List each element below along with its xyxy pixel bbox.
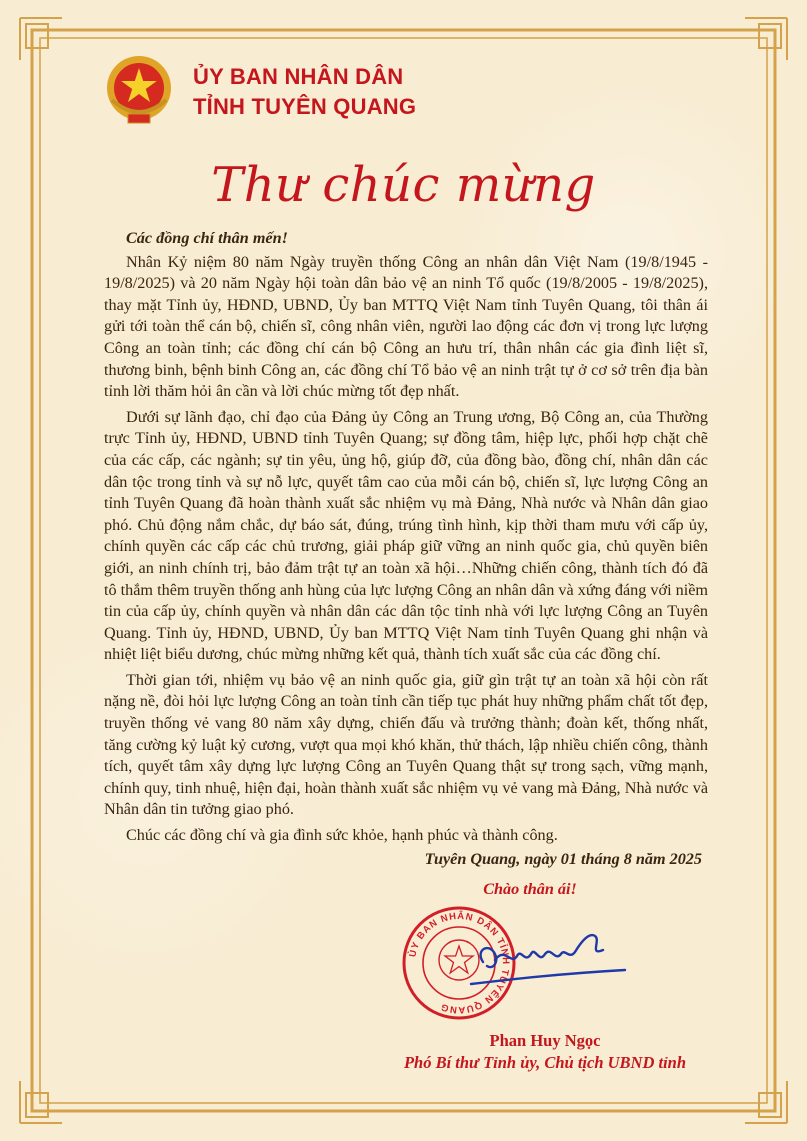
date-line: Tuyên Quang, ngày 01 tháng 8 năm 2025 [424, 850, 702, 868]
letter-title: Thư chúc mừng [211, 157, 596, 213]
svg-text:ỦY BAN NHÂN DÂN TỈNH TUYÊN QUA: ỦY BAN NHÂN DÂN TỈNH TUYÊN QUANG [407, 910, 512, 1016]
national-emblem-icon [104, 54, 174, 128]
paragraph-2: Dưới sự lãnh đạo, chỉ đạo của Đảng ủy Công an Trung ương, Bộ Công an, của Thường trực Tỉnh ủy, HĐND, UBND tỉnh Tuyên Quang; sự đồng tâm, hiệp lực, phối hợp chặt chẽ của các cấp, các ngành; sự tin yêu, ủng hộ, giúp đỡ, của đồng bào, đồng chí, nhân dân các dân tộc trong tỉnh và sự nỗ lực, quyết tâm cao của mỗi cán bộ, chiến sĩ, lực lượng Công an tỉnh Tuyên Quang đã hoàn thành xuất sắc nhiệm vụ mà Đảng, Nhà nước và Nhân dân giao phó. Chủ động nắm chắc, dự báo sát, đúng, trúng tình hình, kịp thời tham mưu với cấp ủy, chính quyền các cấp các chủ trương, giải pháp giữ vững an ninh quốc gia, chủ quyền biên giới, an ninh chính trị, bảo đảm trật tự an toàn xã hội…Những chiến công, thành tích đó đã tô thắm thêm truyền thống anh hùng của lực lượng Công an nhân dân và xứng đáng với niềm tin của cấp ủy, chính quyền và nhân dân các dân tộc tỉnh nhà với lực lượng Công an Tuyên Quang. Tỉnh ủy, HĐND, UBND, Ủy ban MTTQ Việt Nam tỉnh Tuyên Quang ghi nhận và nhiệt liệt biểu dương, chúc mừng những kết quả, thành tích xuất sắc của các đồng chí. [104, 407, 708, 664]
closing-salutation: Chào thân ái! [483, 880, 577, 898]
paragraph-3: Thời gian tới, nhiệm vụ bảo vệ an ninh quốc gia, giữ gìn trật tự an toàn xã hội còn rất nặng nề, đòi hỏi lực lượng Công an toàn tỉnh cần tiếp tục phát huy những phẩm chất tốt đẹp, truyền thống vẻ vang 80 năm xây dựng, chiến đấu và trưởng thành; đoàn kết, thống nhất, tăng cường kỷ luật kỷ cương, vượt qua mọi khó khăn, thử thách, lập nhiều chiến công, thành tích, quyết tâm xây dựng lực lượng Công an Tuyên Quang thật sự trong sạch, vững mạnh, chính quy, tinh nhuệ, hiện đại, hoàn thành xuất sắc nhiệm vụ vẻ vang mà Đảng, Nhà nước và Nhân dân tin tưởng giao phó. [104, 670, 708, 819]
letter-body [104, 228, 708, 851]
greeting: Các đồng chí thân mến! [126, 229, 288, 247]
issuer-line-1: ỦY BAN NHÂN DÂN [193, 64, 404, 89]
issuer-line-2: TỈNH TUYÊN QUANG [193, 94, 417, 119]
paragraph-4: Chúc các đồng chí và gia đình sức khỏe, hạnh phúc và thành công. [126, 826, 558, 845]
signer-name: Phan Huy Ngọc [489, 1031, 601, 1050]
paragraph-1: Nhân Kỷ niệm 80 năm Ngày truyền thống Công an nhân dân Việt Nam (19/8/1945 - 19/8/2025) và 20 năm Ngày hội toàn dân bảo vệ an ninh Tổ quốc (19/8/2005 - 19/8/2025), thay mặt Tỉnh ủy, HĐND, UBND, Ủy ban MTTQ Việt Nam tỉnh Tuyên Quang, tôi thân ái gửi tới toàn thể cán bộ, chiến sĩ, công nhân viên, người lao động các đơn vị trong lực lượng Công an toàn tỉnh; các đồng chí cán bộ Công an hưu trí, thân nhân các gia đình liệt sĩ, thương binh, bệnh binh Công an, các đồng chí Tổ bảo vệ an ninh trật tự ở cơ sở trên địa bàn tỉnh lời thăm hỏi ân cần và lời chúc mừng tốt đẹp nhất. [104, 252, 708, 401]
handwritten-signature [465, 920, 630, 1000]
signer-title: Phó Bí thư Tỉnh ủy, Chủ tịch UBND tỉnh [403, 1053, 687, 1072]
issuer-header [193, 62, 416, 122]
signer-block [380, 1030, 710, 1074]
